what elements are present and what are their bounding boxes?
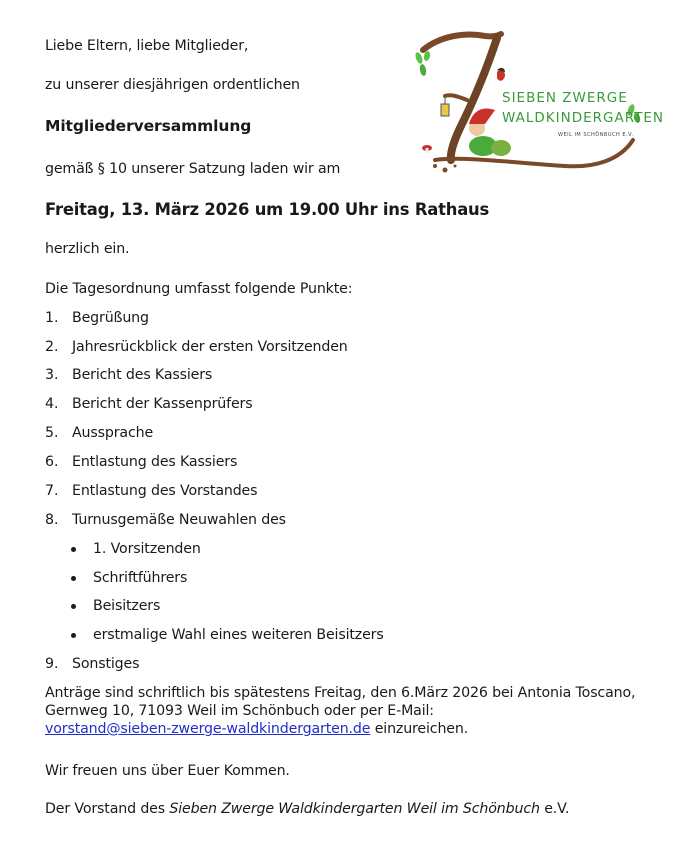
signature-line: [45, 800, 569, 818]
agenda-number: 7.: [45, 483, 59, 499]
subitem-label: Beisitzers: [93, 598, 161, 614]
agenda-label: Aussprache: [72, 425, 154, 441]
subitem-label: 1. Vorsitzenden: [93, 541, 201, 557]
motions-paragraph: [45, 684, 645, 738]
agenda-intro: Die Tagesordnung umfasst folgende Punkte:: [45, 281, 353, 297]
agenda-number: 5.: [45, 425, 59, 441]
agenda-label: Entlastung des Vorstandes: [72, 483, 258, 499]
subitem-label: erstmalige Wahl eines weiteren Beisitzers: [93, 627, 384, 643]
agenda-number: 3.: [45, 367, 59, 383]
agenda-label: Bericht der Kassenprüfers: [72, 396, 253, 412]
agenda-label: Bericht des Kassiers: [72, 367, 213, 383]
agenda-number: 8.: [45, 512, 59, 528]
agenda-number: 1.: [45, 310, 59, 326]
email-link[interactable]: vorstand@sieben-zwerge-waldkindergarten.de: [45, 721, 371, 737]
agenda-number: 9.: [45, 656, 59, 672]
agenda-label: Jahresrückblick der ersten Vorsitzenden: [72, 339, 348, 355]
invite-line: gemäß § 10 unserer Satzung laden wir am: [45, 161, 341, 177]
logo-subline: WEIL IM SCHÖNBUCH E.V.: [558, 132, 634, 138]
agenda-label: Entlastung des Kassiers: [72, 454, 238, 470]
bullet-icon: [71, 633, 76, 638]
signature-org: Sieben Zwerge Waldkindergarten Weil im Schönbuch: [169, 801, 540, 817]
kindergarten-logo: [405, 28, 664, 178]
motions-text-end: einzureichen.: [370, 721, 469, 737]
agenda-number: 6.: [45, 454, 59, 470]
bullet-icon: [71, 547, 76, 552]
logo-line1: SIEBEN ZWERGE: [502, 90, 628, 106]
closing-line: Wir freuen uns über Euer Kommen.: [45, 763, 290, 779]
agenda-number: 4.: [45, 396, 59, 412]
agenda-label: Sonstiges: [72, 656, 140, 672]
bullet-icon: [71, 576, 76, 581]
greeting: Liebe Eltern, liebe Mitglieder,: [45, 38, 249, 54]
meeting-title: Mitgliederversammlung: [45, 117, 252, 135]
invite-end: herzlich ein.: [45, 241, 130, 257]
bullet-icon: [71, 604, 76, 609]
subitem-label: Schriftführers: [93, 570, 188, 586]
motions-text: Anträge sind schriftlich bis spätestens Freitag, den 6.März 2026 bei Antonia Toscano, Gernweg 10, 71093 Weil im Schönbuch oder per E-Mail:: [45, 685, 636, 719]
logo-line2: WALDKINDERGARTEN: [502, 110, 664, 126]
agenda-label: Turnusgemäße Neuwahlen des: [72, 512, 286, 528]
date-line: Freitag, 13. März 2026 um 19.00 Uhr ins Rathaus: [45, 200, 490, 219]
agenda-number: 2.: [45, 339, 59, 355]
agenda-label: Begrüßung: [72, 310, 149, 326]
signature-prefix: Der Vorstand des: [45, 801, 170, 817]
signature-suffix: e.V.: [539, 801, 570, 817]
intro-line: zu unserer diesjährigen ordentlichen: [45, 77, 300, 93]
